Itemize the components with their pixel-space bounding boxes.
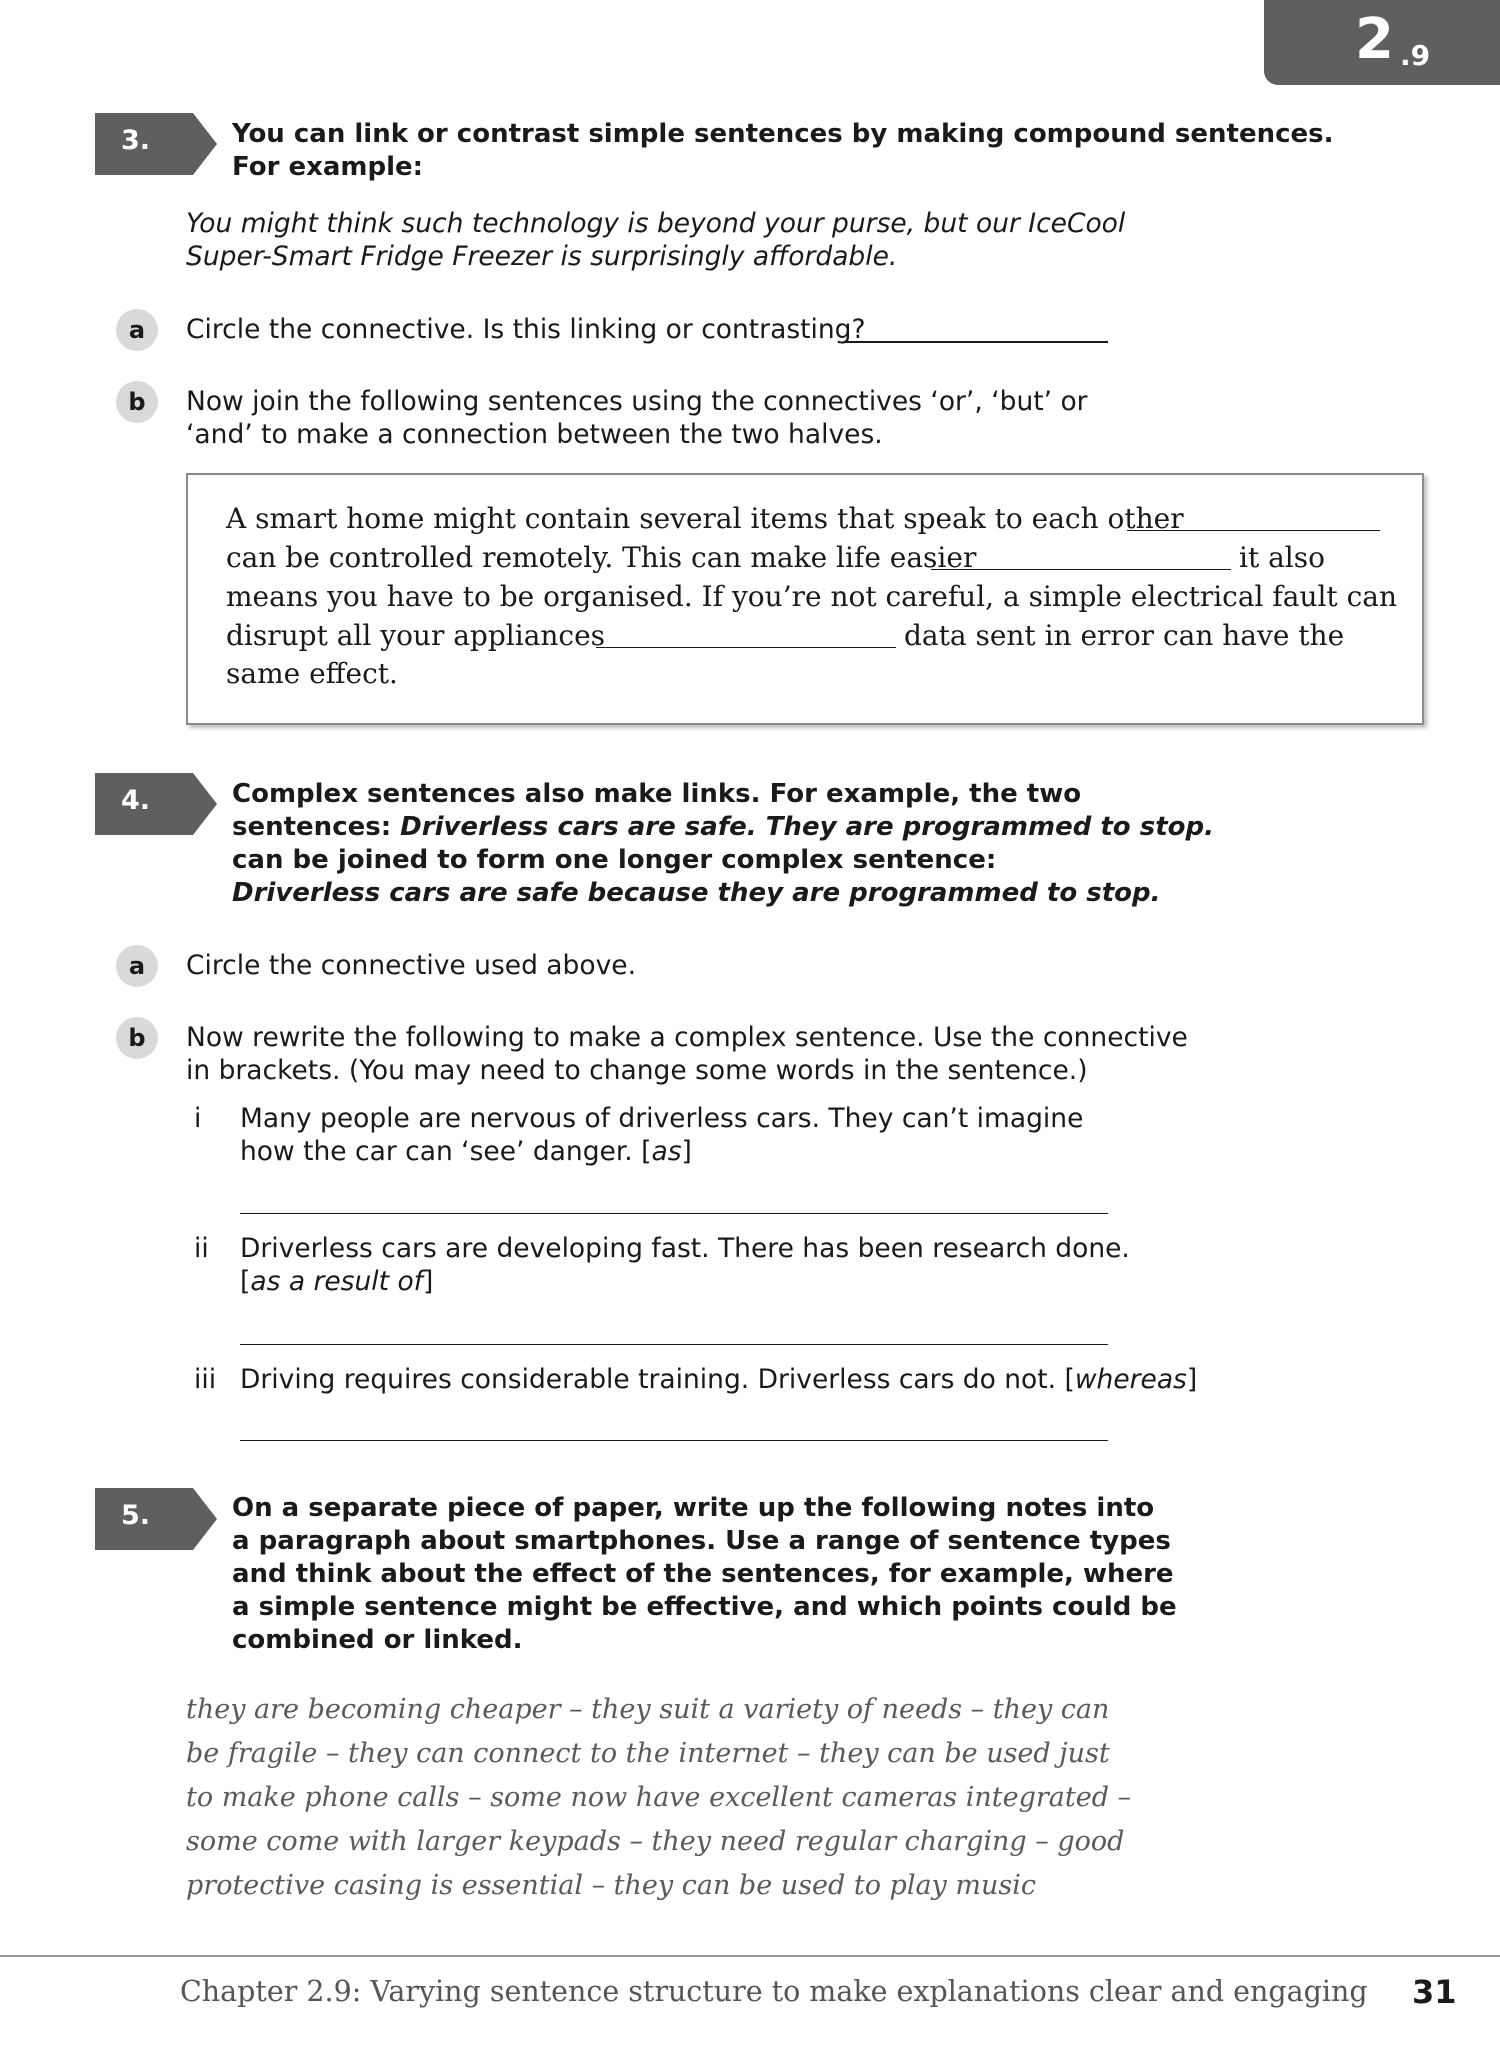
question-3-tag: [95, 113, 217, 175]
item-iii-label: iii: [194, 1364, 217, 1395]
question-4a-label: a: [116, 945, 158, 987]
item-text: ]: [1186, 1364, 1198, 1395]
connective: as a result of: [250, 1266, 423, 1297]
notes-line: be fragile – they can connect to the internet – they can be used just: [186, 1738, 1110, 1769]
question-number: 5.: [121, 1500, 151, 1531]
passage-line-1: A smart home might contain several items that speak to each other: [226, 502, 1184, 535]
body-line: ‘and’ to make a connection between the two halves.: [186, 419, 883, 450]
question-3-example: [186, 207, 1125, 273]
instruction-line: [232, 811, 1214, 844]
smartphone-notes: [186, 1688, 1131, 1908]
question-number: 3.: [121, 125, 151, 156]
question-3a-text: Circle the connective. Is this linking or contrasting?: [186, 314, 866, 345]
item-line: [240, 1265, 1130, 1298]
item-text: [: [240, 1266, 251, 1297]
page-number: 31: [1412, 1973, 1457, 2011]
instruction-line: and think about the effect of the sentences, for example, where: [232, 1559, 1174, 1589]
example-line: Super-Smart Fridge Freezer is surprisingly affordable.: [186, 241, 898, 272]
item-line: [240, 1363, 1197, 1396]
item-text: how the car can ‘see’ danger. [: [240, 1136, 652, 1167]
item-iii-text: [240, 1363, 1197, 1396]
instruction-example: Driverless cars are safe because they are programmed to stop.: [232, 878, 1161, 908]
item-line: Driverless cars are developing fast. There has been research done.: [240, 1233, 1130, 1264]
passage-line-2a: can be controlled remotely. This can make life easier: [226, 541, 977, 574]
passage-blank-1[interactable]: [1127, 530, 1380, 531]
example-line: You might think such technology is beyond your purse, but our IceCool: [186, 208, 1126, 239]
notes-line: protective casing is essential – they can be used to play music: [186, 1870, 1036, 1901]
instruction-text: sentences:: [232, 812, 401, 842]
question-3a-label: a: [116, 309, 158, 351]
body-line: Now join the following sentences using the connectives ‘or’, ‘but’ or: [186, 386, 1088, 417]
question-4-tag: [95, 773, 217, 835]
passage-line-4b: data sent in error can have the: [904, 619, 1345, 652]
instruction-line: You can link or contrast simple sentences by making compound sentences.: [232, 119, 1334, 149]
question-number: 4.: [121, 785, 151, 816]
item-line: [240, 1135, 1083, 1168]
question-3-instruction: [232, 118, 1334, 184]
connective: as: [651, 1136, 682, 1167]
passage-blank-2[interactable]: [931, 569, 1231, 570]
item-ii-text: [240, 1232, 1130, 1298]
passage-line-5: same effect.: [226, 657, 398, 690]
instruction-line: [232, 877, 1214, 910]
passage-line-4a: disrupt all your appliances: [226, 619, 606, 652]
question-4b-text: [186, 1021, 1188, 1087]
instruction-line: combined or linked.: [232, 1625, 523, 1655]
notes-line: to make phone calls – some now have excellent cameras integrated –: [186, 1782, 1132, 1813]
notes-line: they are becoming cheaper – they suit a variety of needs – they can: [186, 1694, 1110, 1725]
instruction-example: Driverless cars are safe. They are programmed to stop.: [400, 812, 1214, 842]
item-line: Many people are nervous of driverless cars. They can’t imagine: [240, 1103, 1084, 1134]
question-5-tag: [95, 1488, 217, 1550]
item-text: ]: [423, 1266, 434, 1297]
answer-line-ii[interactable]: [240, 1344, 1108, 1345]
instruction-line: On a separate piece of paper, write up the following notes into: [232, 1493, 1155, 1523]
question-5-instruction: [232, 1492, 1177, 1657]
passage-line-3: means you have to be organised. If you’re not careful, a simple electrical fault can: [226, 580, 1397, 613]
footer-chapter-title: Chapter 2.9: Varying sentence structure to make explanations clear and engaging: [180, 1975, 1368, 2008]
body-line: Now rewrite the following to make a complex sentence. Use the connective: [186, 1022, 1188, 1053]
notes-line: some come with larger keypads – they need regular charging – good: [186, 1826, 1125, 1857]
instruction-line: a simple sentence might be effective, and which points could be: [232, 1592, 1177, 1622]
question-4-instruction: [232, 778, 1214, 910]
item-i-label: i: [194, 1103, 202, 1134]
instruction-line: can be joined to form one longer complex sentence:: [232, 845, 997, 875]
arrow-tag-icon: [95, 1488, 217, 1550]
item-text: Driving requires considerable training. Driverless cars do not. [: [240, 1364, 1075, 1395]
item-i-text: [240, 1102, 1083, 1168]
answer-line-iii[interactable]: [240, 1440, 1108, 1441]
answer-line-i[interactable]: [240, 1213, 1108, 1214]
instruction-line: a paragraph about smartphones. Use a range of sentence types: [232, 1526, 1171, 1556]
arrow-tag-icon: [95, 113, 217, 175]
connective: whereas: [1074, 1364, 1187, 1395]
question-3b-label: b: [116, 381, 158, 423]
body-line: in brackets. (You may need to change some words in the sentence.): [186, 1055, 1088, 1086]
question-4b-label: b: [116, 1017, 158, 1059]
answer-blank-3a[interactable]: [846, 341, 1108, 343]
chapter-tab-subnumber: .9: [1400, 39, 1431, 72]
passage-blank-3[interactable]: [596, 647, 896, 648]
footer-divider: [0, 1955, 1500, 1957]
passage-line-2b: it also: [1239, 541, 1325, 574]
instruction-line: For example:: [232, 152, 424, 182]
item-text: ]: [681, 1136, 692, 1167]
question-4a-text: Circle the connective used above.: [186, 950, 636, 981]
item-ii-label: ii: [194, 1233, 209, 1264]
chapter-tab-number: 2: [1355, 7, 1394, 72]
arrow-tag-icon: [95, 773, 217, 835]
instruction-line: Complex sentences also make links. For example, the two: [232, 779, 1082, 809]
question-3b-text: [186, 385, 1088, 451]
